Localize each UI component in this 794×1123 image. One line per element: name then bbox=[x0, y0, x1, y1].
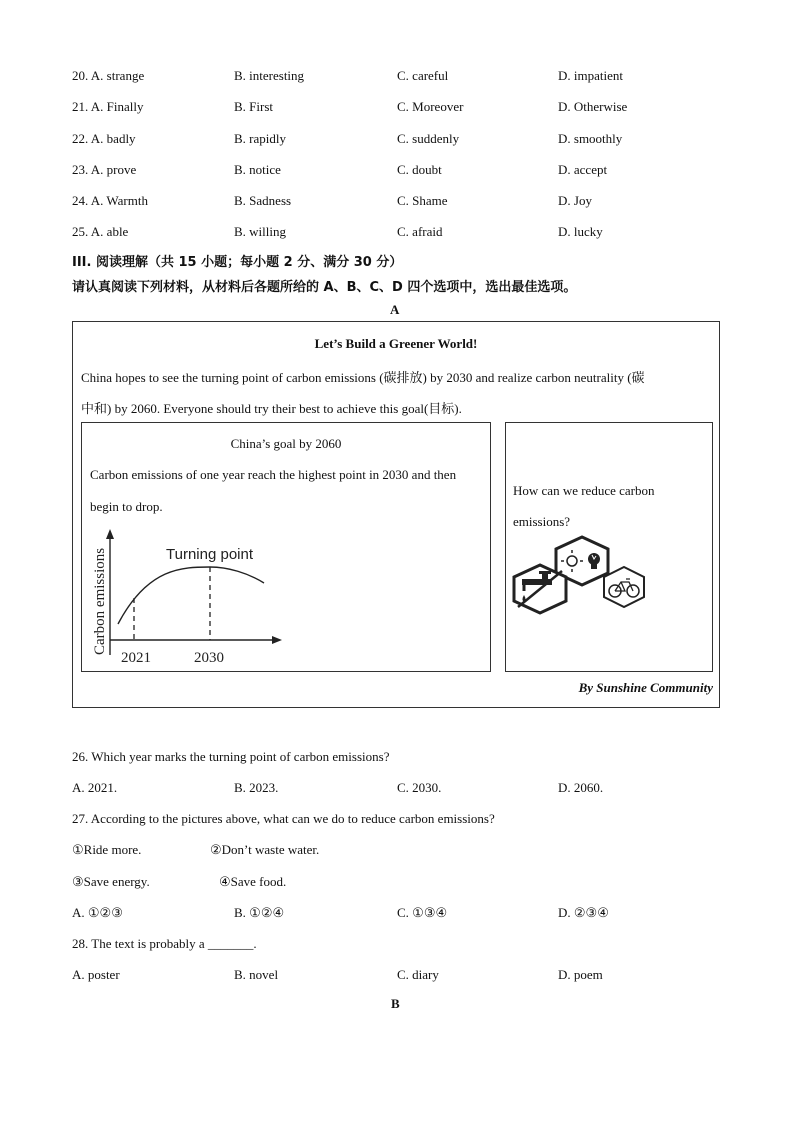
option-b: B. First bbox=[234, 99, 274, 114]
tick-label-2021: 2021 bbox=[121, 650, 151, 666]
option-a: A. 2021. bbox=[72, 780, 118, 795]
option-a: 24. A. Warmth bbox=[72, 193, 148, 208]
question-27-item-4: ④Save food. bbox=[219, 874, 287, 889]
option-d: D. 2060. bbox=[558, 780, 604, 795]
option-d: D. lucky bbox=[558, 224, 603, 239]
reduce-question-line1: How can we reduce carbon bbox=[513, 483, 655, 498]
question-27-item-3: ③Save energy. bbox=[72, 874, 150, 889]
question-27-item-1: ①Ride more. bbox=[72, 842, 142, 857]
option-a: 20. A. strange bbox=[72, 68, 145, 83]
option-a: 21. A. Finally bbox=[72, 99, 144, 114]
question-row-23 bbox=[72, 162, 722, 180]
option-b: B. ①②④ bbox=[234, 905, 285, 920]
passage-box bbox=[72, 321, 720, 708]
option-d: D. poem bbox=[558, 967, 603, 982]
option-a: 23. A. prove bbox=[72, 162, 137, 177]
goal-title: China’s goal by 2060 bbox=[230, 436, 342, 451]
passage-label-b: B bbox=[391, 996, 400, 1011]
option-c: C. doubt bbox=[397, 162, 442, 177]
question-row-20 bbox=[72, 68, 722, 86]
option-c: C. diary bbox=[397, 967, 439, 982]
passage-label-a: A bbox=[390, 302, 400, 317]
option-d: D. ②③④ bbox=[558, 905, 609, 920]
section-instruction: 请认真阅读下列材料，从材料后各题所给的 A、B、C、D 四个选项中，选出最佳选项。 bbox=[72, 280, 577, 295]
question-row-24 bbox=[72, 193, 722, 211]
y-axis-label: Carbon emissions bbox=[92, 547, 108, 655]
option-d: D. impatient bbox=[558, 68, 623, 83]
option-b: B. rapidly bbox=[234, 131, 286, 146]
tick-label-2030: 2030 bbox=[194, 650, 224, 666]
option-a: 22. A. badly bbox=[72, 131, 136, 146]
y-axis-arrow bbox=[106, 529, 114, 539]
question-27-stem: 27. According to the pictures above, what can we do to reduce carbon emissions? bbox=[72, 811, 495, 826]
reduce-panel bbox=[505, 422, 713, 672]
option-c: C. 2030. bbox=[397, 780, 442, 795]
option-c: C. Moreover bbox=[397, 99, 464, 114]
option-a: 25. A. able bbox=[72, 224, 129, 239]
reduce-icons bbox=[512, 535, 652, 619]
option-b: B. novel bbox=[234, 967, 279, 982]
carbon-emissions-chart bbox=[88, 527, 298, 667]
passage-title: Let’s Build a Greener World! bbox=[314, 336, 478, 351]
option-b: B. willing bbox=[234, 224, 287, 239]
option-c: C. suddenly bbox=[397, 131, 460, 146]
option-a: A. ①②③ bbox=[72, 905, 123, 920]
passage-intro-line1: China hopes to see the turning point of carbon emissions (碳排放) by 2030 and realize carbon neutrality (碳 bbox=[81, 370, 645, 385]
chart-title: Turning point bbox=[166, 546, 253, 563]
option-c: C. Shame bbox=[397, 193, 448, 208]
x-axis-arrow bbox=[272, 636, 282, 644]
goal-text-line1: Carbon emissions of one year reach the highest point in 2030 and then bbox=[90, 467, 457, 482]
goal-text-line2: begin to drop. bbox=[90, 499, 163, 514]
ride-more-icon bbox=[604, 567, 644, 607]
option-b: B. Sadness bbox=[234, 193, 292, 208]
save-water-icon bbox=[514, 565, 566, 613]
option-c: C. careful bbox=[397, 68, 449, 83]
option-c: C. afraid bbox=[397, 224, 443, 239]
goal-panel bbox=[81, 422, 491, 672]
option-d: D. accept bbox=[558, 162, 608, 177]
option-b: B. notice bbox=[234, 162, 281, 177]
option-c: C. ①③④ bbox=[397, 905, 448, 920]
option-b: B. 2023. bbox=[234, 780, 279, 795]
question-28-stem: 28. The text is probably a _______. bbox=[72, 936, 257, 951]
option-a: A. poster bbox=[72, 967, 120, 982]
option-b: B. interesting bbox=[234, 68, 305, 83]
passage-credit: By Sunshine Community bbox=[578, 680, 713, 695]
question-26-options bbox=[72, 780, 722, 798]
passage-intro-line2: 中和) by 2060. Everyone should try their best to achieve this goal(目标). bbox=[81, 401, 462, 416]
reduce-question-line2: emissions? bbox=[513, 514, 571, 529]
question-26-stem: 26. Which year marks the turning point of carbon emissions? bbox=[72, 749, 390, 764]
question-row-21 bbox=[72, 99, 722, 117]
question-27-options bbox=[72, 905, 722, 923]
section-title: III. 阅读理解（共 15 小题；每小题 2 分、满分 30 分） bbox=[72, 255, 403, 270]
question-row-22 bbox=[72, 131, 722, 149]
emissions-curve bbox=[118, 567, 264, 624]
option-d: D. Otherwise bbox=[558, 99, 628, 114]
question-27-item-2: ②Don’t waste water. bbox=[210, 842, 320, 857]
option-d: D. Joy bbox=[558, 193, 592, 208]
option-d: D. smoothly bbox=[558, 131, 623, 146]
question-28-options bbox=[72, 967, 722, 985]
question-row-25 bbox=[72, 224, 722, 242]
